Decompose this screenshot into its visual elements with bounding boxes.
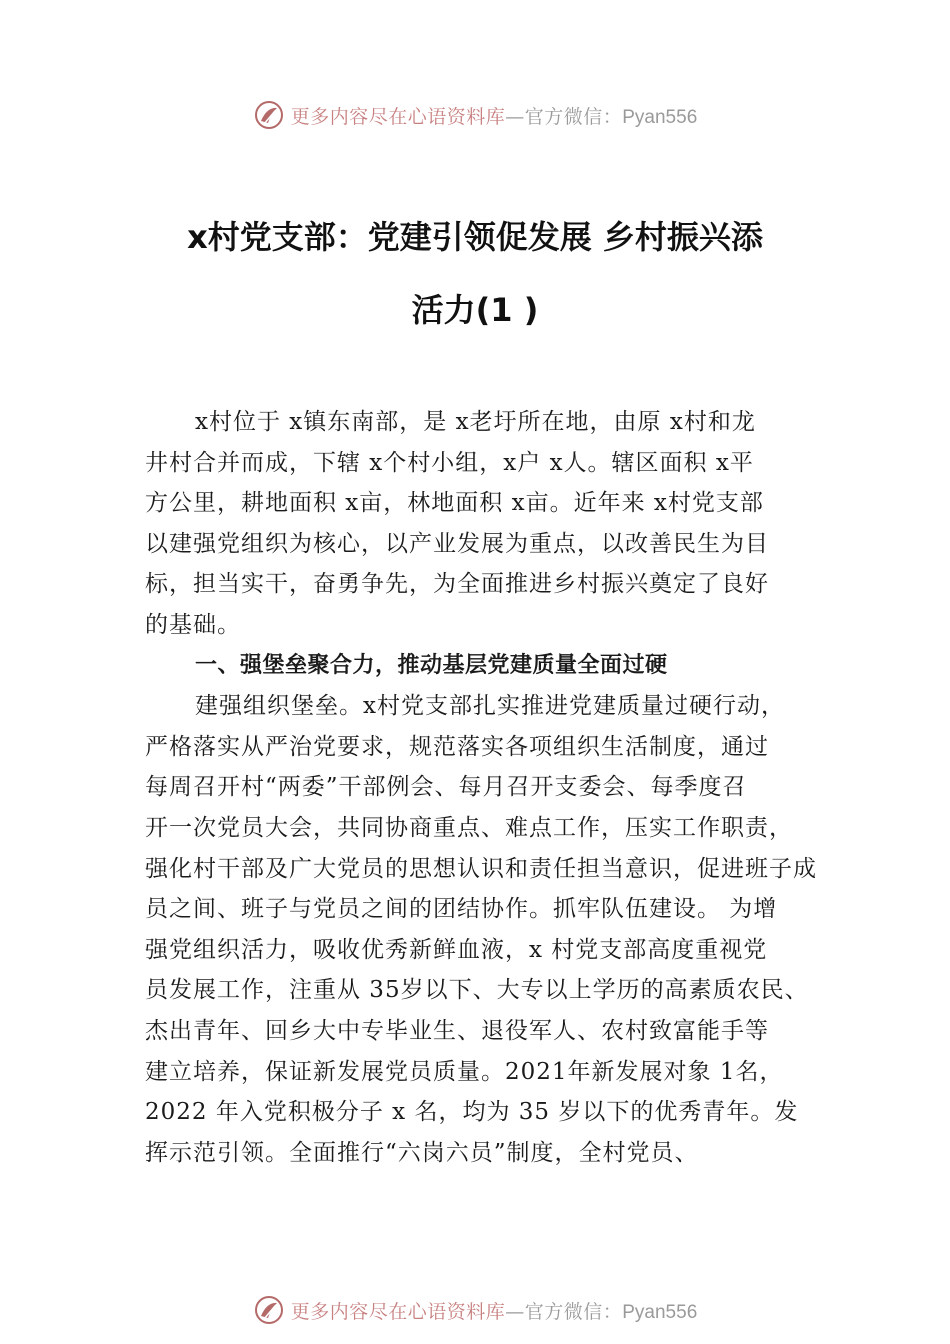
watermark-header bbox=[0, 95, 950, 135]
document-body bbox=[145, 402, 825, 1173]
watermark-separator: —官方微信： bbox=[505, 105, 623, 128]
watermark-wechat-id: Pyan556 bbox=[622, 1301, 698, 1323]
document-title-line-2: 活力(1 ) bbox=[411, 291, 539, 329]
body-line: 井村合并而成，下辖 x个村小组，x户 x人。辖区面积 x平 bbox=[145, 449, 754, 476]
watermark-main: 更多内容尽在心语资料库 bbox=[290, 1300, 506, 1323]
document-title-line-1: x村党支部：党建引领促发展 乡村振兴添 bbox=[187, 218, 763, 256]
body-line: 杰出青年、回乡大中专毕业生、退役军人、农村致富能手等 bbox=[145, 1017, 769, 1044]
body-line: 严格落实从严治党要求，规范落实各项组织生活制度，通过 bbox=[145, 733, 769, 760]
body-line: 员之间、班子与党员之间的团结协作。抓牢队伍建设。 为增 bbox=[145, 896, 778, 923]
body-line: 的基础。 bbox=[145, 611, 241, 638]
body-line: 员发展工作，注重从 35岁以下、大专以上学历的高素质农民、 bbox=[145, 977, 809, 1004]
watermark-wechat-id: Pyan556 bbox=[622, 106, 698, 128]
watermark-main: 更多内容尽在心语资料库 bbox=[290, 105, 506, 128]
body-line: 标，担当实干，奋勇争先，为全面推进乡村振兴奠定了良好 bbox=[145, 571, 769, 598]
brand-logo-icon bbox=[253, 99, 285, 131]
watermark-text bbox=[291, 102, 698, 129]
body-line: 建强组织堡垒。x村党支部扎实推进党建质量过硬行动， bbox=[195, 693, 785, 720]
body-line: 每周召开村“两委”干部例会、每月召开支委会、每季度召 bbox=[145, 774, 747, 801]
body-line: 开一次党员大会，共同协商重点、难点工作，压实工作职责， bbox=[145, 814, 793, 841]
body-line: 2022 年入党积极分子 x 名，均为 35 岁以下的优秀青年。发 bbox=[145, 1099, 799, 1126]
body-line: 方公里，耕地面积 x亩，林地面积 x亩。近年来 x村党支部 bbox=[145, 490, 764, 517]
body-line: 建立培养，保证新发展党员质量。2021年新发展对象 1名， bbox=[145, 1058, 784, 1085]
watermark-text bbox=[291, 1297, 698, 1324]
body-line: x村位于 x镇东南部，是 x老圩所在地，由原 x村和龙 bbox=[195, 409, 756, 435]
body-line: 以建强党组织为核心，以产业发展为重点，以改善民生为目 bbox=[145, 530, 769, 557]
body-line: 强化村干部及广大党员的思想认识和责任担当意识，促进班子成 bbox=[145, 855, 817, 882]
body-line: 强党组织活力，吸收优秀新鲜血液，x 村党支部高度重视党 bbox=[145, 936, 768, 963]
section-heading: 一、强堡垒聚合力，推动基层党建质量全面过硬 bbox=[195, 652, 668, 678]
brand-logo-icon bbox=[253, 1294, 285, 1326]
watermark-footer bbox=[0, 1290, 950, 1330]
watermark-separator: —官方微信： bbox=[505, 1300, 623, 1323]
body-line: 挥示范引领。全面推行“六岗六员”制度，全村党员、 bbox=[145, 1139, 699, 1166]
